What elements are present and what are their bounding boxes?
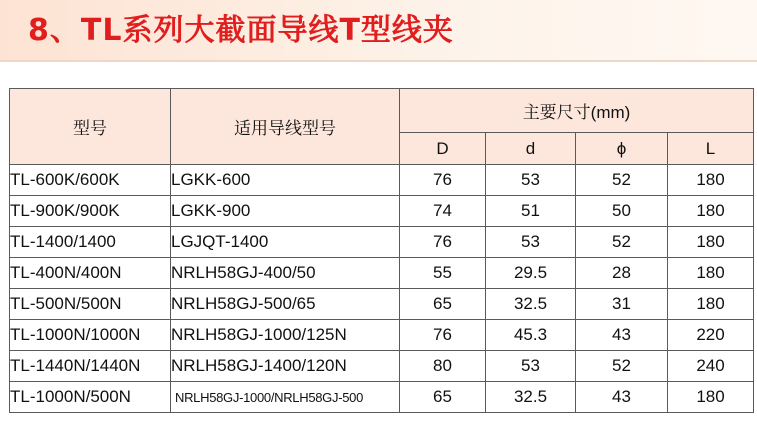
cell-model: TL-400N/400N xyxy=(10,258,171,289)
header-phi: ϕ xyxy=(576,133,668,165)
table-row xyxy=(10,382,754,413)
cell-d: 53 xyxy=(486,165,576,196)
cell-wire: NRLH58GJ-400/50 xyxy=(171,258,400,289)
table-row xyxy=(10,289,754,320)
cell-wire: NRLH58GJ-1000/NRLH58GJ-500 xyxy=(171,382,400,413)
header-main-dimensions: 主要尺寸(mm) xyxy=(400,89,754,133)
cell-d: 29.5 xyxy=(486,258,576,289)
cell-d: 32.5 xyxy=(486,289,576,320)
header-d: d xyxy=(486,133,576,165)
cell-phi: 31 xyxy=(576,289,668,320)
table-row xyxy=(10,258,754,289)
cell-phi: 28 xyxy=(576,258,668,289)
header-L: L xyxy=(668,133,754,165)
cell-D: 76 xyxy=(400,320,486,351)
cell-d: 32.5 xyxy=(486,382,576,413)
spec-table xyxy=(9,88,754,413)
page-title: 8、TL系列大截面导线T型线夹 xyxy=(28,13,454,48)
cell-L: 180 xyxy=(668,165,754,196)
cell-D: 65 xyxy=(400,382,486,413)
cell-wire: NRLH58GJ-1400/120N xyxy=(171,351,400,382)
header-D: D xyxy=(400,133,486,165)
cell-D: 76 xyxy=(400,165,486,196)
cell-phi: 52 xyxy=(576,227,668,258)
cell-L: 180 xyxy=(668,258,754,289)
cell-wire: NRLH58GJ-500/65 xyxy=(171,289,400,320)
cell-D: 80 xyxy=(400,351,486,382)
table-row xyxy=(10,196,754,227)
cell-phi: 52 xyxy=(576,165,668,196)
cell-d: 53 xyxy=(486,351,576,382)
cell-L: 180 xyxy=(668,227,754,258)
cell-D: 65 xyxy=(400,289,486,320)
cell-wire: LGKK-600 xyxy=(171,165,400,196)
header-row xyxy=(10,89,754,133)
cell-D: 76 xyxy=(400,227,486,258)
cell-d: 51 xyxy=(486,196,576,227)
cell-L: 180 xyxy=(668,196,754,227)
table-row xyxy=(10,320,754,351)
cell-model: TL-500N/500N xyxy=(10,289,171,320)
header-model: 型号 xyxy=(10,89,171,165)
cell-L: 180 xyxy=(668,382,754,413)
cell-wire: LGKK-900 xyxy=(171,196,400,227)
cell-model: TL-1000N/1000N xyxy=(10,320,171,351)
cell-d: 45.3 xyxy=(486,320,576,351)
cell-phi: 50 xyxy=(576,196,668,227)
cell-model: TL-600K/600K xyxy=(10,165,171,196)
cell-L: 220 xyxy=(668,320,754,351)
table-row xyxy=(10,351,754,382)
table-row xyxy=(10,227,754,258)
cell-D: 55 xyxy=(400,258,486,289)
cell-model: TL-1000N/500N xyxy=(10,382,171,413)
header-wire-type: 适用导线型号 xyxy=(171,89,400,165)
cell-model: TL-1400/1400 xyxy=(10,227,171,258)
cell-phi: 43 xyxy=(576,320,668,351)
cell-L: 240 xyxy=(668,351,754,382)
cell-model: TL-1440N/1440N xyxy=(10,351,171,382)
banner-divider xyxy=(0,60,757,62)
cell-d: 53 xyxy=(486,227,576,258)
cell-phi: 52 xyxy=(576,351,668,382)
table-row xyxy=(10,165,754,196)
cell-phi: 43 xyxy=(576,382,668,413)
cell-wire: LGJQT-1400 xyxy=(171,227,400,258)
cell-model: TL-900K/900K xyxy=(10,196,171,227)
cell-wire: NRLH58GJ-1000/125N xyxy=(171,320,400,351)
cell-D: 74 xyxy=(400,196,486,227)
cell-L: 180 xyxy=(668,289,754,320)
